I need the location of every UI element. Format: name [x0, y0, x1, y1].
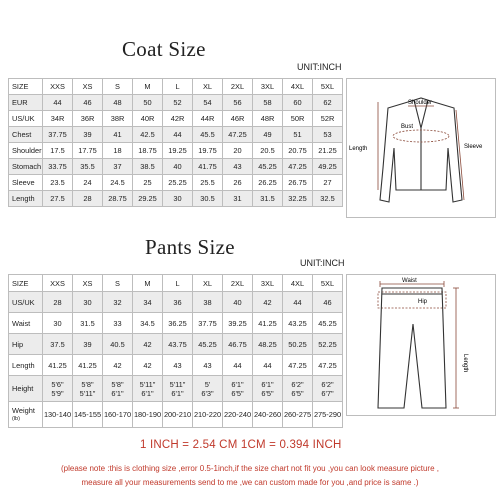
coat-cell: 32.5	[313, 191, 343, 207]
pants-row-label: Length	[9, 355, 43, 376]
height-min: 5'11"	[139, 379, 156, 389]
pants-cell: 32	[103, 292, 133, 313]
pants-cell: 42	[133, 355, 163, 376]
coat-table-row	[9, 143, 343, 159]
pants-table-row	[9, 355, 343, 376]
coat-cell: 38R	[103, 111, 133, 127]
pants-cell: 34	[133, 292, 163, 313]
pants-cell: 2XL	[223, 275, 253, 292]
pants-weight-cell: 210-220	[193, 402, 223, 428]
coat-table-row	[9, 111, 343, 127]
coat-cell: 50	[133, 95, 163, 111]
pants-cell: 50.25	[283, 334, 313, 355]
coat-cell: XS	[73, 79, 103, 95]
coat-cell: 58	[253, 95, 283, 111]
pants-row-label: SIZE	[9, 275, 43, 292]
pants-cell: 42	[133, 334, 163, 355]
pants-height-cell	[223, 376, 253, 402]
coat-cell: 30	[163, 191, 193, 207]
coat-cell: 25.25	[163, 175, 193, 191]
coat-cell: 19.75	[193, 143, 223, 159]
coat-row-label: EUR	[9, 95, 43, 111]
pants-weight-cell: 130-140	[43, 402, 73, 428]
pants-cell: 40.5	[103, 334, 133, 355]
coat-cell: S	[103, 79, 133, 95]
coat-row-label: Length	[9, 191, 43, 207]
height-max: 6'1"	[111, 388, 124, 398]
coat-row-label: Shoulder	[9, 143, 43, 159]
height-max: 6'1"	[171, 388, 184, 398]
pants-cell: 44	[253, 355, 283, 376]
pants-size-table	[8, 274, 343, 428]
coat-table-row	[9, 127, 343, 143]
coat-cell: 24.5	[103, 175, 133, 191]
coat-cell: 23.5	[43, 175, 73, 191]
coat-cell: 4XL	[283, 79, 313, 95]
height-max: 6'5"	[291, 388, 304, 398]
coat-cell: 31	[223, 191, 253, 207]
pants-cell: 44	[283, 292, 313, 313]
coat-cell: 41.75	[193, 159, 223, 175]
coat-cell: 53	[313, 127, 343, 143]
coat-cell: 51	[283, 127, 313, 143]
coat-sleeve-label: Sleeve	[464, 144, 483, 150]
coat-cell: 39	[73, 127, 103, 143]
height-min: 6'1"	[261, 379, 274, 389]
coat-cell: 19.25	[163, 143, 193, 159]
coat-unit: UNIT:INCH	[297, 62, 342, 72]
pants-cell: 43	[163, 355, 193, 376]
coat-cell: 33.75	[43, 159, 73, 175]
pants-row-label: Waist	[9, 313, 43, 334]
coat-cell: 49	[253, 127, 283, 143]
pants-row-label: US/UK	[9, 292, 43, 313]
coat-cell: 26	[223, 175, 253, 191]
pants-height-cell	[253, 376, 283, 402]
coat-cell: 26.25	[253, 175, 283, 191]
coat-cell: 48R	[253, 111, 283, 127]
coat-cell: 46R	[223, 111, 253, 127]
pants-cell: M	[133, 275, 163, 292]
coat-cell: 20.75	[283, 143, 313, 159]
coat-cell: 25	[133, 175, 163, 191]
coat-cell: 42.5	[133, 127, 163, 143]
height-min: 5'	[204, 379, 211, 389]
height-min: 6'2"	[321, 379, 334, 389]
coat-length-label: Length	[349, 146, 368, 152]
coat-cell: 37	[103, 159, 133, 175]
height-min: 5'6"	[51, 379, 64, 389]
coat-cell: XXS	[43, 79, 73, 95]
coat-cell: 20.5	[253, 143, 283, 159]
pants-cell: 4XL	[283, 275, 313, 292]
pants-cell: 47.25	[283, 355, 313, 376]
coat-row-label: SIZE	[9, 79, 43, 95]
pants-row-label: Height	[9, 376, 43, 402]
coat-cell: 46	[73, 95, 103, 111]
pants-cell: 45.25	[193, 334, 223, 355]
coat-cell: 17.75	[73, 143, 103, 159]
pants-cell: 42	[253, 292, 283, 313]
height-max: 5'9"	[51, 388, 64, 398]
pants-hip-label: Hip	[418, 299, 428, 305]
coat-row-label: US/UK	[9, 111, 43, 127]
coat-cell: 24	[73, 175, 103, 191]
coat-table-row	[9, 79, 343, 95]
coat-cell: 2XL	[223, 79, 253, 95]
pants-height-cell	[313, 376, 343, 402]
pants-cell: 43.25	[283, 313, 313, 334]
coat-cell: 37.75	[43, 127, 73, 143]
height-min: 5'11"	[169, 379, 186, 389]
coat-diagram	[346, 78, 496, 218]
coat-table-row	[9, 191, 343, 207]
coat-row-label: Chest	[9, 127, 43, 143]
coat-table-row	[9, 175, 343, 191]
pants-cell: 47.25	[313, 355, 343, 376]
pants-length-label: Length	[462, 354, 468, 373]
pants-height-cell	[193, 376, 223, 402]
coat-cell: L	[163, 79, 193, 95]
coat-row-label: Sleeve	[9, 175, 43, 191]
pants-table-row	[9, 313, 343, 334]
height-min: 6'2"	[291, 379, 304, 389]
pants-cell: 30	[43, 313, 73, 334]
pants-cell: XS	[73, 275, 103, 292]
weight-unit: (lb)	[12, 415, 20, 422]
pants-weight-cell: 275-290	[313, 402, 343, 428]
coat-cell: 27.5	[43, 191, 73, 207]
coat-cell: 44	[163, 127, 193, 143]
pants-cell: S	[103, 275, 133, 292]
coat-cell: 52R	[313, 111, 343, 127]
pants-cell: 5XL	[313, 275, 343, 292]
height-max: 6'5"	[261, 388, 274, 398]
pants-height-row	[9, 376, 343, 402]
height-min: 5'8"	[111, 379, 124, 389]
coat-cell: 36R	[73, 111, 103, 127]
pants-cell: 52.25	[313, 334, 343, 355]
coat-cell: 45.25	[253, 159, 283, 175]
pants-cell: 31.5	[73, 313, 103, 334]
coat-cell: 44R	[193, 111, 223, 127]
pants-weight-cell: 220-240	[223, 402, 253, 428]
coat-cell: 47.25	[223, 127, 253, 143]
pants-table-row	[9, 275, 343, 292]
coat-cell: 40	[163, 159, 193, 175]
pants-cell: 3XL	[253, 275, 283, 292]
coat-cell: 43	[223, 159, 253, 175]
coat-cell: 34R	[43, 111, 73, 127]
pants-weight-cell: 260-275	[283, 402, 313, 428]
pants-weight-cell: 200-210	[163, 402, 193, 428]
pants-cell: 43	[193, 355, 223, 376]
pants-cell: L	[163, 275, 193, 292]
weight-label: Weight	[12, 405, 35, 415]
pants-height-cell	[43, 376, 73, 402]
pants-cell: 40	[223, 292, 253, 313]
height-max: 6'1"	[141, 388, 154, 398]
pants-height-cell	[103, 376, 133, 402]
coat-cell: 29.25	[133, 191, 163, 207]
pants-table-row	[9, 334, 343, 355]
coat-cell: 28.75	[103, 191, 133, 207]
pants-cell: 41.25	[43, 355, 73, 376]
pants-waist-label: Waist	[402, 278, 417, 284]
pants-cell: 37.5	[43, 334, 73, 355]
coat-cell: 54	[193, 95, 223, 111]
coat-cell: 49.25	[313, 159, 343, 175]
coat-cell: 42R	[163, 111, 193, 127]
pants-cell: 43.75	[163, 334, 193, 355]
pants-cell: 46	[313, 292, 343, 313]
coat-cell: 31.5	[253, 191, 283, 207]
unit-conversion: 1 INCH = 2.54 CM 1CM = 0.394 INCH	[140, 439, 342, 451]
coat-cell: 62	[313, 95, 343, 111]
pants-cell: 39.25	[223, 313, 253, 334]
coat-bust-label: Bust	[401, 124, 414, 130]
pants-row-label: Hip	[9, 334, 43, 355]
pants-cell: 45.25	[313, 313, 343, 334]
pants-row-label	[9, 402, 43, 428]
coat-row-label: Stomach	[9, 159, 43, 175]
pants-cell: 28	[43, 292, 73, 313]
coat-cell: 56	[223, 95, 253, 111]
coat-cell: 44	[43, 95, 73, 111]
height-min: 5'8"	[81, 379, 94, 389]
coat-cell: 25.5	[193, 175, 223, 191]
pants-cell: 36	[163, 292, 193, 313]
coat-cell: M	[133, 79, 163, 95]
coat-cell: 3XL	[253, 79, 283, 95]
coat-cell: 28	[73, 191, 103, 207]
coat-cell: 18.75	[133, 143, 163, 159]
pants-cell: 44	[223, 355, 253, 376]
pants-cell: 36.25	[163, 313, 193, 334]
coat-cell: 60	[283, 95, 313, 111]
pants-cell: XL	[193, 275, 223, 292]
pants-cell: 41.25	[73, 355, 103, 376]
pants-cell: XXS	[43, 275, 73, 292]
coat-cell: 30.5	[193, 191, 223, 207]
coat-cell: 26.75	[283, 175, 313, 191]
pants-cell: 34.5	[133, 313, 163, 334]
coat-cell: 17.5	[43, 143, 73, 159]
pants-weight-row	[9, 402, 343, 428]
pants-height-cell	[283, 376, 313, 402]
pants-cell: 42	[103, 355, 133, 376]
coat-cell: 50R	[283, 111, 313, 127]
pants-table-row	[9, 292, 343, 313]
pants-unit: UNIT:INCH	[300, 258, 345, 268]
pants-cell: 37.75	[193, 313, 223, 334]
coat-cell: 5XL	[313, 79, 343, 95]
pants-cell: 38	[193, 292, 223, 313]
coat-cell: 18	[103, 143, 133, 159]
coat-cell: 40R	[133, 111, 163, 127]
coat-cell: 45.5	[193, 127, 223, 143]
pants-height-cell	[73, 376, 103, 402]
coat-cell: 21.25	[313, 143, 343, 159]
coat-shoulder-label: Shoulder	[408, 100, 433, 106]
coat-cell: 47.25	[283, 159, 313, 175]
height-max: 6'3"	[201, 388, 214, 398]
coat-table-row	[9, 95, 343, 111]
pants-diagram	[346, 274, 496, 416]
pants-cell: 39	[73, 334, 103, 355]
height-max: 5'11"	[79, 388, 96, 398]
pants-cell: 33	[103, 313, 133, 334]
height-min: 6'1"	[231, 379, 244, 389]
coat-cell: 38.5	[133, 159, 163, 175]
pants-weight-cell: 160-170	[103, 402, 133, 428]
pants-weight-cell: 180-190	[133, 402, 163, 428]
pants-height-cell	[133, 376, 163, 402]
coat-cell: 35.5	[73, 159, 103, 175]
coat-cell: 48	[103, 95, 133, 111]
coat-cell: 41	[103, 127, 133, 143]
size-note-line-2: measure all your measurements send to me ,we can custom made for you ,and price is same .)	[81, 478, 419, 487]
pants-title: Pants Size	[145, 235, 235, 259]
pants-cell: 46.75	[223, 334, 253, 355]
coat-cell: 27	[313, 175, 343, 191]
size-note-line-1: (please note :this is clothing size ,error 0.5-1inch,if the size chart not fit you ,you can look measure picture ,	[61, 464, 439, 473]
pants-cell: 48.25	[253, 334, 283, 355]
coat-cell: 20	[223, 143, 253, 159]
pants-cell: 41.25	[253, 313, 283, 334]
coat-title: Coat Size	[122, 37, 206, 61]
coat-cell: 32.25	[283, 191, 313, 207]
pants-weight-cell: 145-155	[73, 402, 103, 428]
height-max: 6'7"	[321, 388, 334, 398]
pants-weight-cell: 240-260	[253, 402, 283, 428]
pants-cell: 30	[73, 292, 103, 313]
coat-size-table	[8, 78, 343, 207]
height-max: 6'5"	[231, 388, 244, 398]
coat-cell: XL	[193, 79, 223, 95]
coat-table-row	[9, 159, 343, 175]
coat-cell: 52	[163, 95, 193, 111]
pants-height-cell	[163, 376, 193, 402]
